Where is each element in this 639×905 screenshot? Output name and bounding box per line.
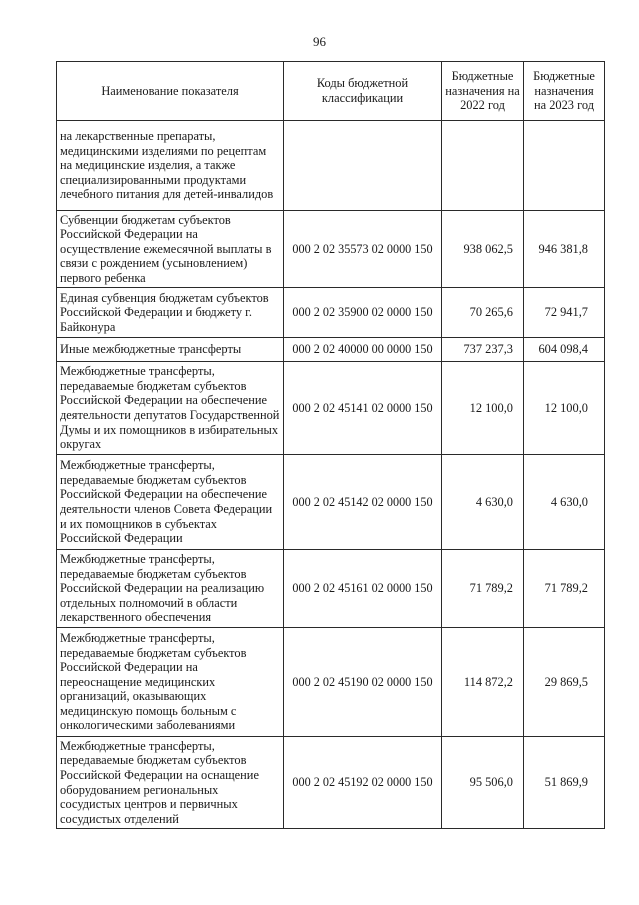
row-code	[284, 121, 442, 211]
row-name: Межбюджетные трансферты, передаваемые бюджетам субъектов Российской Федерации на реализацию отдельных полномочий в области лекарственного обеспечения	[57, 550, 284, 628]
table-row	[57, 737, 605, 829]
row-value-2023: 51 869,9	[524, 737, 605, 829]
row-value-2023: 604 098,4	[524, 338, 605, 362]
row-name: Межбюджетные трансферты, передаваемые бюджетам субъектов Российской Федерации на оснащение оборудованием региональных сосудистых центров и первичных сосудистых отделений	[57, 737, 284, 829]
row-value-2023	[524, 121, 605, 211]
row-value-2023: 29 869,5	[524, 628, 605, 737]
table-row	[57, 288, 605, 338]
row-value-2022	[442, 121, 524, 211]
table-row	[57, 211, 605, 288]
header-indicator-name: Наименование показателя	[57, 62, 284, 121]
table-row	[57, 455, 605, 550]
row-code: 000 2 02 35573 02 0000 150	[284, 211, 442, 288]
row-name: Межбюджетные трансферты, передаваемые бюджетам субъектов Российской Федерации на обеспечение деятельности депутатов Государственной Думы и их помощников в избирательных округах	[57, 362, 284, 455]
row-name: на лекарственные препараты, медицинскими изделиями по рецептам на медицинские изделия, а также специализированными продуктами лечебного питания для детей-инвалидов	[57, 121, 284, 211]
page-number: 96	[313, 34, 326, 49]
row-value-2022: 737 237,3	[442, 338, 524, 362]
table-row	[57, 550, 605, 628]
row-name: Иные межбюджетные трансферты	[57, 338, 284, 362]
row-value-2023: 946 381,8	[524, 211, 605, 288]
row-code: 000 2 02 40000 00 0000 150	[284, 338, 442, 362]
header-budget-2023: Бюджетные назначения на 2023 год	[524, 62, 605, 121]
header-row	[57, 62, 605, 121]
row-code: 000 2 02 45161 02 0000 150	[284, 550, 442, 628]
row-code: 000 2 02 45192 02 0000 150	[284, 737, 442, 829]
header-budget-2022: Бюджетные назначения на 2022 год	[442, 62, 524, 121]
row-value-2022: 70 265,6	[442, 288, 524, 338]
row-value-2022: 114 872,2	[442, 628, 524, 737]
row-code: 000 2 02 45142 02 0000 150	[284, 455, 442, 550]
row-name: Межбюджетные трансферты, передаваемые бюджетам субъектов Российской Федерации на переоснащение медицинских организаций, оказывающих медицинскую помощь больным с онкологическими заболеваниями	[57, 628, 284, 737]
row-value-2022: 71 789,2	[442, 550, 524, 628]
row-value-2022: 938 062,5	[442, 211, 524, 288]
row-value-2022: 95 506,0	[442, 737, 524, 829]
row-value-2023: 72 941,7	[524, 288, 605, 338]
header-budget-code: Коды бюджетной классификации	[284, 62, 442, 121]
row-name: Единая субвенция бюджетам субъектов Российской Федерации и бюджету г. Байконура	[57, 288, 284, 338]
table-row	[57, 121, 605, 211]
table-row	[57, 628, 605, 737]
row-value-2022: 4 630,0	[442, 455, 524, 550]
table-row	[57, 362, 605, 455]
row-value-2022: 12 100,0	[442, 362, 524, 455]
row-name: Межбюджетные трансферты, передаваемые бюджетам субъектов Российской Федерации на обеспечение деятельности членов Совета Федерации и их помощников в субъектах Российской Федерации	[57, 455, 284, 550]
table-row	[57, 338, 605, 362]
row-code: 000 2 02 35900 02 0000 150	[284, 288, 442, 338]
row-code: 000 2 02 45141 02 0000 150	[284, 362, 442, 455]
budget-table	[56, 61, 605, 829]
row-name: Субвенции бюджетам субъектов Российской Федерации на осуществление ежемесячной выплаты в связи с рождением (усыновлением) первого ребенка	[57, 211, 284, 288]
row-value-2023: 71 789,2	[524, 550, 605, 628]
row-code: 000 2 02 45190 02 0000 150	[284, 628, 442, 737]
row-value-2023: 12 100,0	[524, 362, 605, 455]
row-value-2023: 4 630,0	[524, 455, 605, 550]
